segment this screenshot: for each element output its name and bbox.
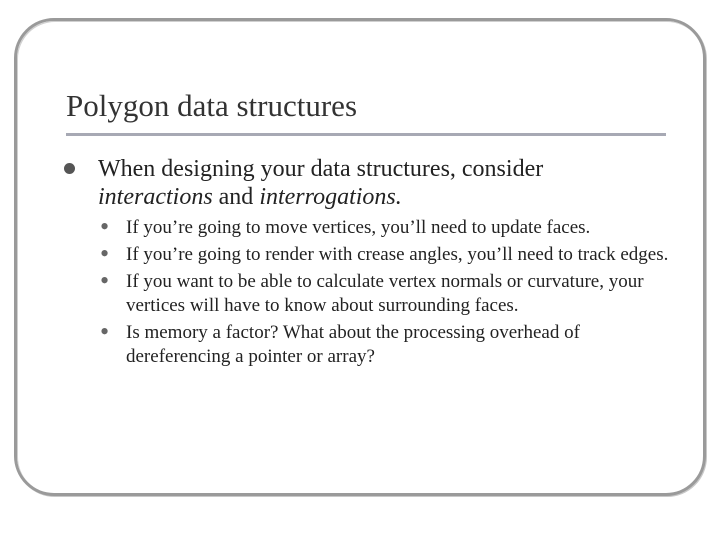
bullet-dot-icon [64,163,75,174]
sub-bullet-text: If you’re going to move vertices, you’ll need to update faces. [126,217,591,238]
sub-bullet-icon: • [100,239,110,268]
sub-bullet-icon: • [100,266,110,295]
sub-bullet-icon: • [100,317,110,346]
bullet-text-prefix: When designing your data structures, consider [98,156,544,182]
sub-bullet-item [100,266,670,318]
term-interactions: interactions [98,184,213,210]
sub-bullet-list [100,212,670,372]
sub-bullet-item [100,239,670,268]
bullet-joiner: and [212,184,260,210]
sub-bullet-item [100,212,670,241]
title-divider [66,133,666,136]
bullet-suffix: . [395,184,402,210]
sub-bullet-text: If you’re going to render with crease angles, you’ll need to track edges. [126,244,669,265]
sub-bullet-text: If you want to be able to calculate vertex normals or curvature, your vertices will have to know about surrounding faces. [126,271,644,316]
main-bullet-text [98,155,658,211]
slide-title: Polygon data structures [66,88,358,123]
sub-bullet-item [100,317,670,369]
sub-bullet-text: Is memory a factor? What about the processing overhead of dereferencing a pointer or array? [126,322,580,367]
term-interrogations: interrogations [259,184,396,210]
sub-bullet-icon: • [100,212,110,241]
